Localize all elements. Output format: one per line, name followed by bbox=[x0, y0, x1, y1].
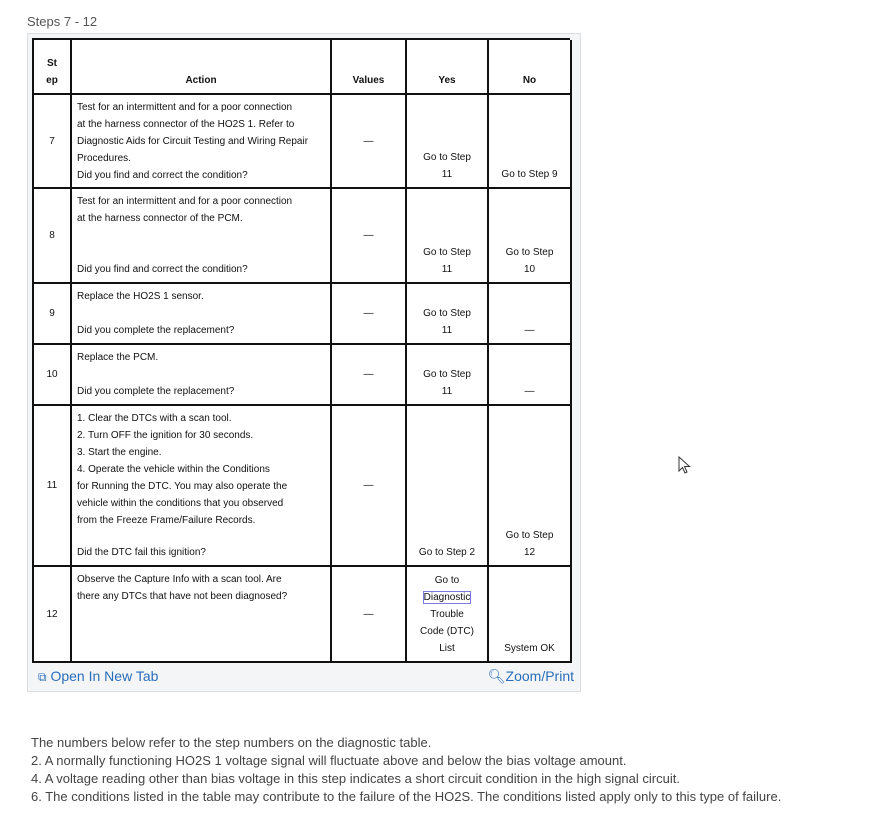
no-cell: Go to Step 10 bbox=[489, 189, 572, 284]
action-text: Replace the PCM. bbox=[77, 352, 159, 363]
action-text: Test for an intermittent and for a poor connection at the harness connector of the HO2S 1. Refer to Diagnostic Aids for Circuit Testing and Wiring Repair Procedures. bbox=[77, 102, 309, 164]
action-question: Did the DTC fail this ignition? bbox=[77, 547, 206, 558]
values-cell: — bbox=[332, 567, 407, 663]
no-cell: — bbox=[489, 284, 572, 345]
header-no: No bbox=[489, 40, 572, 95]
zoom-print-link[interactable]: 🔍︎Zoom/Print bbox=[487, 667, 574, 684]
action-cell bbox=[72, 95, 332, 189]
action-text: Observe the Capture Info with a scan tool. Are there any DTCs that have not been diagnosed? bbox=[77, 574, 288, 602]
mouse-cursor-icon bbox=[678, 456, 692, 476]
diagnostic-table bbox=[32, 38, 570, 663]
new-tab-icon: ⧉ bbox=[38, 669, 47, 684]
step-cell: 12 bbox=[34, 567, 72, 663]
action-text: Test for an intermittent and for a poor connection at the harness connector of the PCM. bbox=[77, 196, 293, 224]
values-cell: — bbox=[332, 95, 407, 189]
no-cell: Go to Step 12 bbox=[489, 406, 572, 567]
header-action: Action bbox=[72, 40, 332, 95]
action-question: Did you find and correct the condition? bbox=[77, 170, 248, 181]
header-values: Values bbox=[332, 40, 407, 95]
note-line: 4. A voltage reading other than bias voltage in this step indicates a short circuit condition in the high signal circuit. bbox=[31, 771, 680, 786]
note-line: 2. A normally functioning HO2S 1 voltage signal will fluctuate above and below the bias voltage amount. bbox=[31, 753, 627, 768]
yes-cell: Go to Step 11 bbox=[407, 345, 489, 406]
action-cell bbox=[72, 189, 332, 284]
open-in-new-tab-link[interactable]: ⧉ Open In New Tab bbox=[38, 667, 159, 684]
action-cell bbox=[72, 406, 332, 567]
yes-cell: Go to Diagnostic Trouble Code (DTC) List bbox=[407, 567, 489, 663]
no-cell: — bbox=[489, 345, 572, 406]
action-question: Did you complete the replacement? bbox=[77, 386, 235, 397]
action-cell bbox=[72, 567, 332, 663]
diagnostic-table-frame bbox=[27, 33, 581, 692]
yes-cell: Go to Step 2 bbox=[407, 406, 489, 567]
table-footer bbox=[28, 661, 580, 691]
yes-cell: Go to Step 11 bbox=[407, 284, 489, 345]
notes bbox=[31, 734, 781, 806]
no-cell: System OK bbox=[489, 567, 572, 663]
action-cell bbox=[72, 284, 332, 345]
section-title: Steps 7 - 12 bbox=[27, 14, 98, 29]
action-text: Replace the HO2S 1 sensor. bbox=[77, 291, 204, 302]
dtc-list-link[interactable]: Diagnostic bbox=[423, 592, 471, 603]
zoom-icon: 🔍︎ bbox=[487, 667, 506, 684]
action-text: 1. Clear the DTCs with a scan tool. 2. Turn OFF the ignition for 30 seconds. 3. Start the engine. 4. Operate the vehicle within the Conditions for Running the DTC. You may also operate the vehicle within the conditions that you observed from the Freeze Frame/Failure Records. bbox=[77, 413, 288, 526]
action-question: Did you complete the replacement? bbox=[77, 325, 235, 336]
values-cell: — bbox=[332, 189, 407, 284]
header-step: St ep bbox=[34, 40, 72, 95]
values-cell: — bbox=[332, 406, 407, 567]
step-cell: 7 bbox=[34, 95, 72, 189]
action-cell bbox=[72, 345, 332, 406]
no-cell: Go to Step 9 bbox=[489, 95, 572, 189]
values-cell: — bbox=[332, 345, 407, 406]
yes-cell: Go to Step 11 bbox=[407, 189, 489, 284]
step-cell: 11 bbox=[34, 406, 72, 567]
values-cell: — bbox=[332, 284, 407, 345]
action-question: Did you find and correct the condition? bbox=[77, 264, 248, 275]
yes-cell: Go to Step 11 bbox=[407, 95, 489, 189]
header-yes: Yes bbox=[407, 40, 489, 95]
step-cell: 10 bbox=[34, 345, 72, 406]
step-cell: 8 bbox=[34, 189, 72, 284]
note-line: The numbers below refer to the step numbers on the diagnostic table. bbox=[31, 735, 432, 750]
note-line: 6. The conditions listed in the table may contribute to the failure of the HO2S. The conditions listed apply only to this type of failure. bbox=[31, 789, 782, 804]
step-cell: 9 bbox=[34, 284, 72, 345]
